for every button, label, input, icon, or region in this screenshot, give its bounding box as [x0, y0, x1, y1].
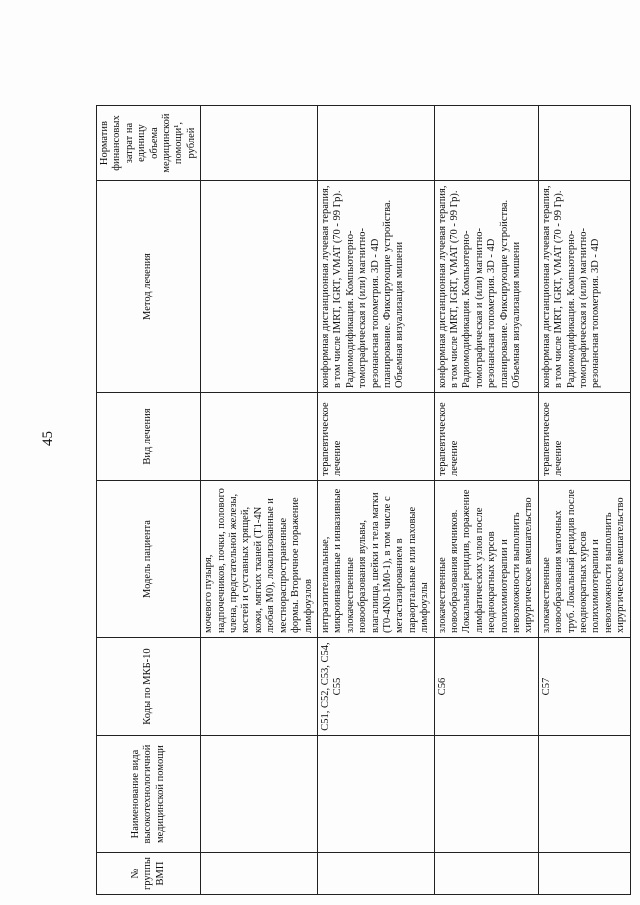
table-row: [434, 106, 538, 895]
cell-group-no: [538, 853, 630, 895]
cell-treatment-method: конформная дистанционная лучевая терапия, в том числе IMRT, IGRT, VMAT (70 - 99 Гр). Радиомодификация. Компьютерно-томографическая и (или) магнитно-резонансная топометрия. 3D - 4D планирование. Фиксирующие устройства. Объемная визуализация мишени: [317, 181, 434, 393]
rotated-table-area: [92, 0, 640, 905]
cell-care-type-name: [317, 736, 434, 853]
header-care-type-name: Наименование вида высокотехнологичной медицинской помощи: [97, 736, 201, 853]
cell-treatment-type: терапевтическое лечение: [538, 393, 630, 481]
cell-cost-norm: [434, 106, 538, 181]
cell-icd-codes: C56: [434, 638, 538, 736]
cell-care-type-name: [434, 736, 538, 853]
cell-patient-model: злокачественные новообразования маточных труб. Локальный рецидив после неоднократных курсов полихимиотерапии и невозможности выполнить хирургическое вмешательство: [538, 481, 630, 638]
cell-patient-model: интраэпителиальные, микроинвазивные и инвазивные злокачественные новообразования вульвы, влагалища, шейки и тела матки (T0-4N0-1M0-1), в том числе с метастазированием в параортальные или паховые лимфоузлы: [317, 481, 434, 638]
cell-care-type-name: [538, 736, 630, 853]
cell-patient-model: мочевого пузыря, надпочечников, почки, полового члена, предстательной железы, костей и суставных хрящей, кожи, мягких тканей (T1-4N любая M0), локализованные и местнораспространенные формы. Вторичное поражение лимфоузлов: [201, 481, 318, 638]
header-treatment-type: Вид лечения: [97, 393, 201, 481]
cell-treatment-type: [201, 393, 318, 481]
page-number: 45: [40, 431, 56, 446]
cell-group-no: [434, 853, 538, 895]
cell-cost-norm: [201, 106, 318, 181]
table-header-row: [97, 106, 201, 895]
header-icd-codes: Коды по МКБ-10: [97, 638, 201, 736]
cell-patient-model: злокачественные новообразования яичников. Локальный рецидив, поражение лимфатических узлов после неоднократных курсов полихимиотерапии и невозможности выполнить хирургическое вмешательство: [434, 481, 538, 638]
cell-cost-norm: [538, 106, 630, 181]
table-row: [538, 106, 630, 895]
medical-care-table: [96, 105, 631, 895]
header-patient-model: Модель пациента: [97, 481, 201, 638]
cell-treatment-method: конформная дистанционная лучевая терапия, в том числе IMRT, IGRT, VMAT (70 - 99 Гр). Радиомодификация. Компьютерно-томографическая и (или) магнитно-резонансная топометрия. 3D - 4D планирование. Фиксирующие устройства. Объемная визуализация мишени: [434, 181, 538, 393]
cell-treatment-type: терапевтическое лечение: [317, 393, 434, 481]
cell-group-no: [201, 853, 318, 895]
cell-group-no: [317, 853, 434, 895]
table-row: [317, 106, 434, 895]
header-group-no: № группы ВМП: [97, 853, 201, 895]
cell-icd-codes: C57: [538, 638, 630, 736]
cell-treatment-type: терапевтическое лечение: [434, 393, 538, 481]
cell-icd-codes: [201, 638, 318, 736]
cell-cost-norm: [317, 106, 434, 181]
header-treatment-method: Метод лечения: [97, 181, 201, 393]
cell-icd-codes: C51, C52, C53, C54, C55: [317, 638, 434, 736]
cell-treatment-method: [201, 181, 318, 393]
cell-care-type-name: [201, 736, 318, 853]
table-row: [201, 106, 318, 895]
cell-treatment-method: конформная дистанционная лучевая терапия, в том числе IMRT, IGRT, VMAT (70 - 99 Гр). Радиомодификация. Компьютерно-томографическая и (или) магнитно-резонансная топометрия. 3D - 4D: [538, 181, 630, 393]
header-cost-norm: Норматив финансовых затрат на единицу объема медицинской помощи¹, рублей: [97, 106, 201, 181]
